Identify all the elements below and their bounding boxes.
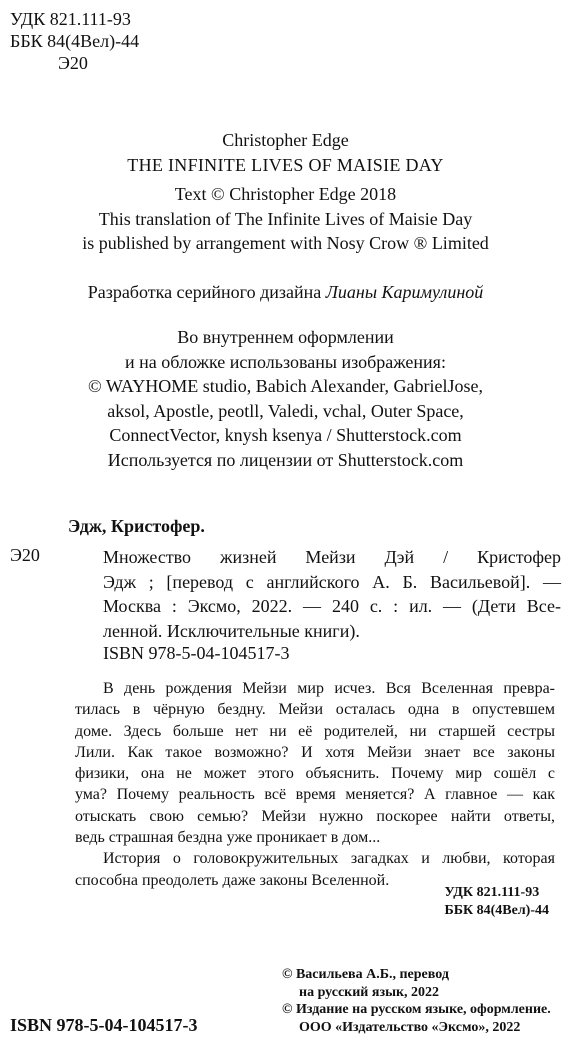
annotation: [75, 678, 555, 891]
image-credit-line: ConnectVector, knysh ksenya / Shutterstock.com: [109, 425, 462, 445]
catalog-card-line: Москва : Эксмо, 2022. — 240 с. : ил. — (Дети Все-: [103, 596, 561, 616]
top-classification-codes: [10, 8, 139, 74]
original-author: Christopher Edge: [222, 130, 349, 150]
annotation-line: отыскать свою семью? Мейзи нужно поскорее найти ответы,: [75, 807, 555, 825]
original-edition-info: [0, 128, 571, 256]
author-sign: Э20: [58, 53, 88, 73]
catalog-card-line: Эдж ; [перевод с английского А. Б. Васильевой]. —: [103, 571, 561, 592]
series-design-credit: [0, 280, 571, 305]
catalog-card-code: Э20: [10, 545, 40, 565]
bottom-bbk-code: ББК 84(4Вел)-44: [444, 903, 549, 918]
annotation-line: Лили. Как такое возможно? И хотя Мейзи знает все законы: [75, 743, 555, 761]
annotation-line: доме. Здесь больше нет ни её родителей, ни старшей сестры: [75, 722, 555, 740]
image-credit-line: Используется по лицензии от Shutterstock.com: [107, 449, 464, 470]
bottom-udk-code: УДК 821.111-93: [444, 885, 540, 900]
catalog-card-line: ленной. Исключительные книги).: [103, 620, 360, 641]
image-credit-line: © WAYHOME studio, Babich Alexander, GabrielJose,: [88, 376, 483, 396]
bottom-classification-codes: [444, 884, 549, 920]
image-credit-line: Во внутреннем оформлении: [177, 327, 394, 347]
original-copyright: Text © Christopher Edge 2018: [174, 184, 397, 204]
designer-name: Лианы Каримулиной: [325, 282, 484, 302]
copyright-edition-line1: © Издание на русском языке, оформление.: [282, 1002, 551, 1017]
catalog-card-line: Множество жизней Мейзи Дэй / Кристофер: [103, 547, 561, 567]
annotation-line: физики, она не может этого объяснить. Почему мир сошёл с: [75, 765, 555, 783]
original-title: THE INFINITE LIVES OF MAISIE DAY: [127, 154, 444, 175]
copyright-notices: [282, 966, 551, 1036]
design-credit-prefix: Разработка серийного дизайна: [87, 282, 326, 302]
catalog-card-heading: Эдж, Кристофер.: [68, 516, 205, 536]
copyright-translation-line2: на русский язык, 2022: [299, 984, 440, 1000]
bottom-isbn: ISBN 978-5-04-104517-3: [10, 1015, 198, 1035]
udk-code: УДК 821.111-93: [10, 9, 131, 29]
catalog-card-body: [103, 545, 561, 643]
annotation-line: ведь страшная бездна уже проникает в дом...: [75, 829, 381, 847]
translation-notice-line2: is published by arrangement with Nosy Crow ® Limited: [82, 233, 489, 253]
catalog-card-isbn: ISBN 978-5-04-104517-3: [103, 643, 290, 663]
translation-notice-line1: This translation of The Infinite Lives of Maisie Day: [98, 208, 473, 229]
annotation-line: способна преодолеть даже законы Вселенной.: [75, 871, 390, 889]
annotation-line: тилась в чёрную бездну. Мейзи осталась одна в опустевшем: [75, 701, 555, 719]
annotation-line: История о головокружительных загадках и любви, которая: [103, 850, 555, 868]
image-credit-line: и на обложке использованы изображения:: [125, 351, 446, 372]
annotation-line: ума? Почему реальность всё время меняется? А главное — как: [75, 786, 555, 804]
annotation-line: В день рождения Мейзи мир исчез. Вся Вселенная превра-: [103, 680, 555, 697]
image-credits: [0, 325, 571, 472]
copyright-translation-line1: © Васильева А.Б., перевод: [282, 967, 449, 982]
copyright-edition-line2: ООО «Издательство «Эксмо», 2022: [299, 1019, 521, 1035]
image-credit-line: aksol, Apostle, peotll, Valedi, vchal, Outer Space,: [107, 400, 464, 421]
bbk-code: ББК 84(4Вел)-44: [10, 31, 140, 51]
